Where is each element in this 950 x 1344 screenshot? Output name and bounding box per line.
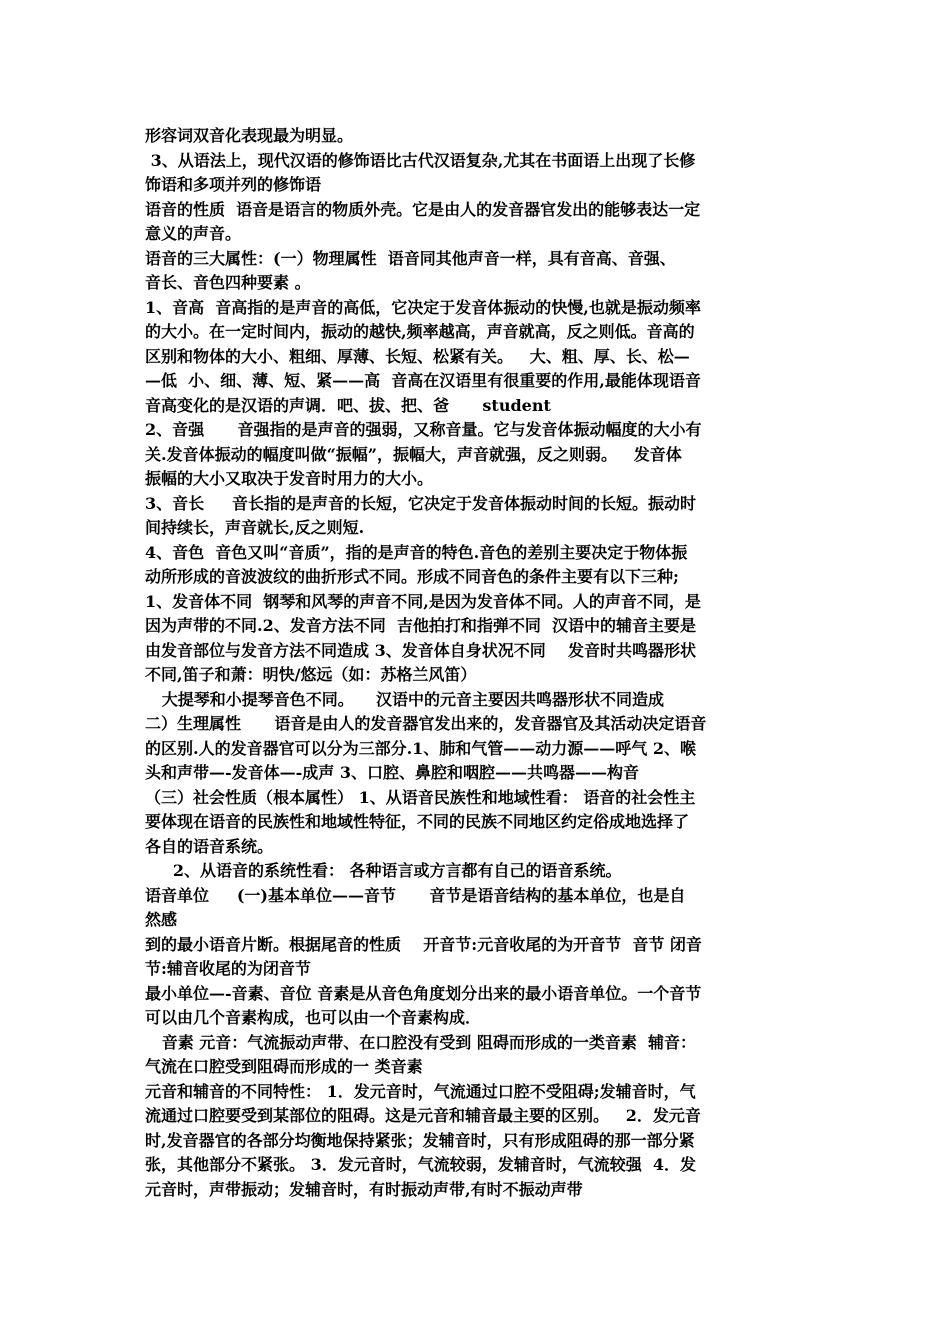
- text-line: 2、音强 音强指的是声音的强弱，又称音量。它与发音体振动幅度的大小有: [145, 420, 702, 439]
- text-line: 动所形成的音波波纹的曲折形式不同。形成不同音色的条件主要有以下三种;: [145, 567, 679, 586]
- text-line: 3、从语法上，现代汉语的修饰语比古代汉语复杂,尤其在书面语上出现了长修: [145, 150, 696, 170]
- text-line: 节:辅音收尾的为闭音节: [145, 959, 311, 978]
- text-line: 张，其他部分不紧张。 3．发元音时，气流较弱，发辅音时，气流较强 4．发: [145, 1155, 696, 1174]
- text-line: 元音时，声带振动；发辅音时，有时振动声带,有时不振动声带: [145, 1179, 583, 1199]
- text-line: —低 小、细、薄、短、紧——高 音高在汉语里有很重要的作用,最能体现语音: [145, 371, 701, 390]
- text-line: 因为声带的不同.2、发音方法不同 吉他拍打和指弹不同 汉语中的辅音主要是: [145, 616, 696, 635]
- text-line: 的大小。在一定时间内，振动的越快,频率越高，声音就高，反之则低。音高的: [145, 322, 695, 341]
- text-line: 音长、音色四种要素 。: [145, 273, 311, 292]
- text-line: 音高变化的是汉语的声调．吧、拔、把、爸 student: [145, 395, 551, 415]
- text-line: 区别和物体的大小、粗细、厚薄、长短、松紧有关。 大、粗、厚、长、松—: [145, 346, 690, 366]
- text-line: 不同,笛子和萧：明快/悠远（如：苏格兰风笛）: [145, 665, 477, 684]
- text-line: 头和声带—-发音体—-成声 3、口腔、鼻腔和咽腔——共鸣器——构音: [145, 763, 639, 782]
- text-line: 间持续长，声音就长,反之则短.: [145, 518, 365, 537]
- text-line: 语音的三大属性：(一）物理属性 语音同其他声音一样，具有音高、音强、: [145, 248, 676, 268]
- text-line: 气流在口腔受到阻碍而形成的一 类音素: [145, 1057, 423, 1076]
- text-line: 二）生理属性 语音是由人的发音器官发出来的，发音器官及其活动决定语音: [145, 714, 707, 733]
- text-line: 语音单位 (一)基本单位——音节 音节是语音结构的基本单位，也是自: [145, 885, 686, 905]
- text-line: 时,发音器官的各部分均衡地保持紧张；发辅音时，只有形成阻碍的那一部分紧: [145, 1130, 695, 1150]
- text-line: 的区别.人的发音器官可以分为三部分.1、肺和气管——动力源——呼气 2、喉: [145, 738, 696, 758]
- text-line: 3、音长 音长指的是声音的长短，它决定于发音体振动时间的长短。振动时: [145, 493, 696, 513]
- text-line: 最小单位—-音素、音位 音素是从音色角度划分出来的最小语音单位。一个音节: [145, 983, 702, 1003]
- text-line: 各自的语音系统。: [145, 836, 274, 856]
- body-text: [145, 124, 810, 1202]
- text-line: 流通过口腔要受到某部位的阻碍。这是元音和辅音最主要的区别。 2．发元音: [145, 1106, 701, 1125]
- text-line: 大提琴和小提琴音色不同。 汉语中的元音主要因共鸣器形状不同造成: [145, 689, 664, 709]
- text-line: （三）社会性质（根本属性） 1、从语音民族性和地域性看： 语音的社会性主: [145, 787, 696, 807]
- text-line: 到的最小语音片断。根据尾音的性质 开音节:元音收尾的为开音节 音节 闭音: [145, 934, 702, 954]
- text-line: 1、音高 音高指的是声音的高低，它决定于发音体振动的快慢,也就是振动频率: [145, 297, 701, 317]
- text-line: 形容词双音化表现最为明显。: [145, 126, 354, 145]
- text-line: 2、从语音的系统性看： 各种语言或方言都有自己的语音系统。: [145, 861, 622, 880]
- text-line: 1、发音体不同 钢琴和风琴的声音不同,是因为发音体不同。人的声音不同，是: [145, 591, 701, 611]
- text-line: 关.发音体振动的幅度叫做“振幅”，振幅大，声音就强，反之则弱。 发音体: [145, 444, 682, 464]
- text-line: 由发音部位与发音方法不同造成 3、发音体自身状况不同 发音时共鸣器形状: [145, 640, 696, 660]
- text-line: 要体现在语音的民族性和地域性特征，不同的民族不同地区约定俗成地选择了: [145, 812, 690, 831]
- text-line: 饰语和多项并列的修饰语: [145, 175, 322, 194]
- text-line: 语音的性质 语音是语言的物质外壳。它是由人的发音器官发出的能够表达一定: [145, 199, 701, 219]
- text-line: 然感: [145, 910, 178, 929]
- text-line: 可以由几个音素构成，也可以由一个音素构成．: [145, 1008, 482, 1027]
- text-line: 意义的声音。: [145, 224, 242, 243]
- text-line: 音素 元音：气流振动声带、在口腔没有受到 阻碍而形成的一类音素 辅音：: [145, 1032, 696, 1052]
- text-line: 振幅的大小又取决于发音时用力的大小。: [145, 469, 434, 488]
- text-line: 4、音色 音色又叫“音质”，指的是声音的特色.音色的差别主要决定于物体振: [145, 542, 688, 562]
- text-line: 元音和辅音的不同特性： 1．发元音时，气流通过口腔不受阻碍;发辅音时，气: [145, 1081, 696, 1101]
